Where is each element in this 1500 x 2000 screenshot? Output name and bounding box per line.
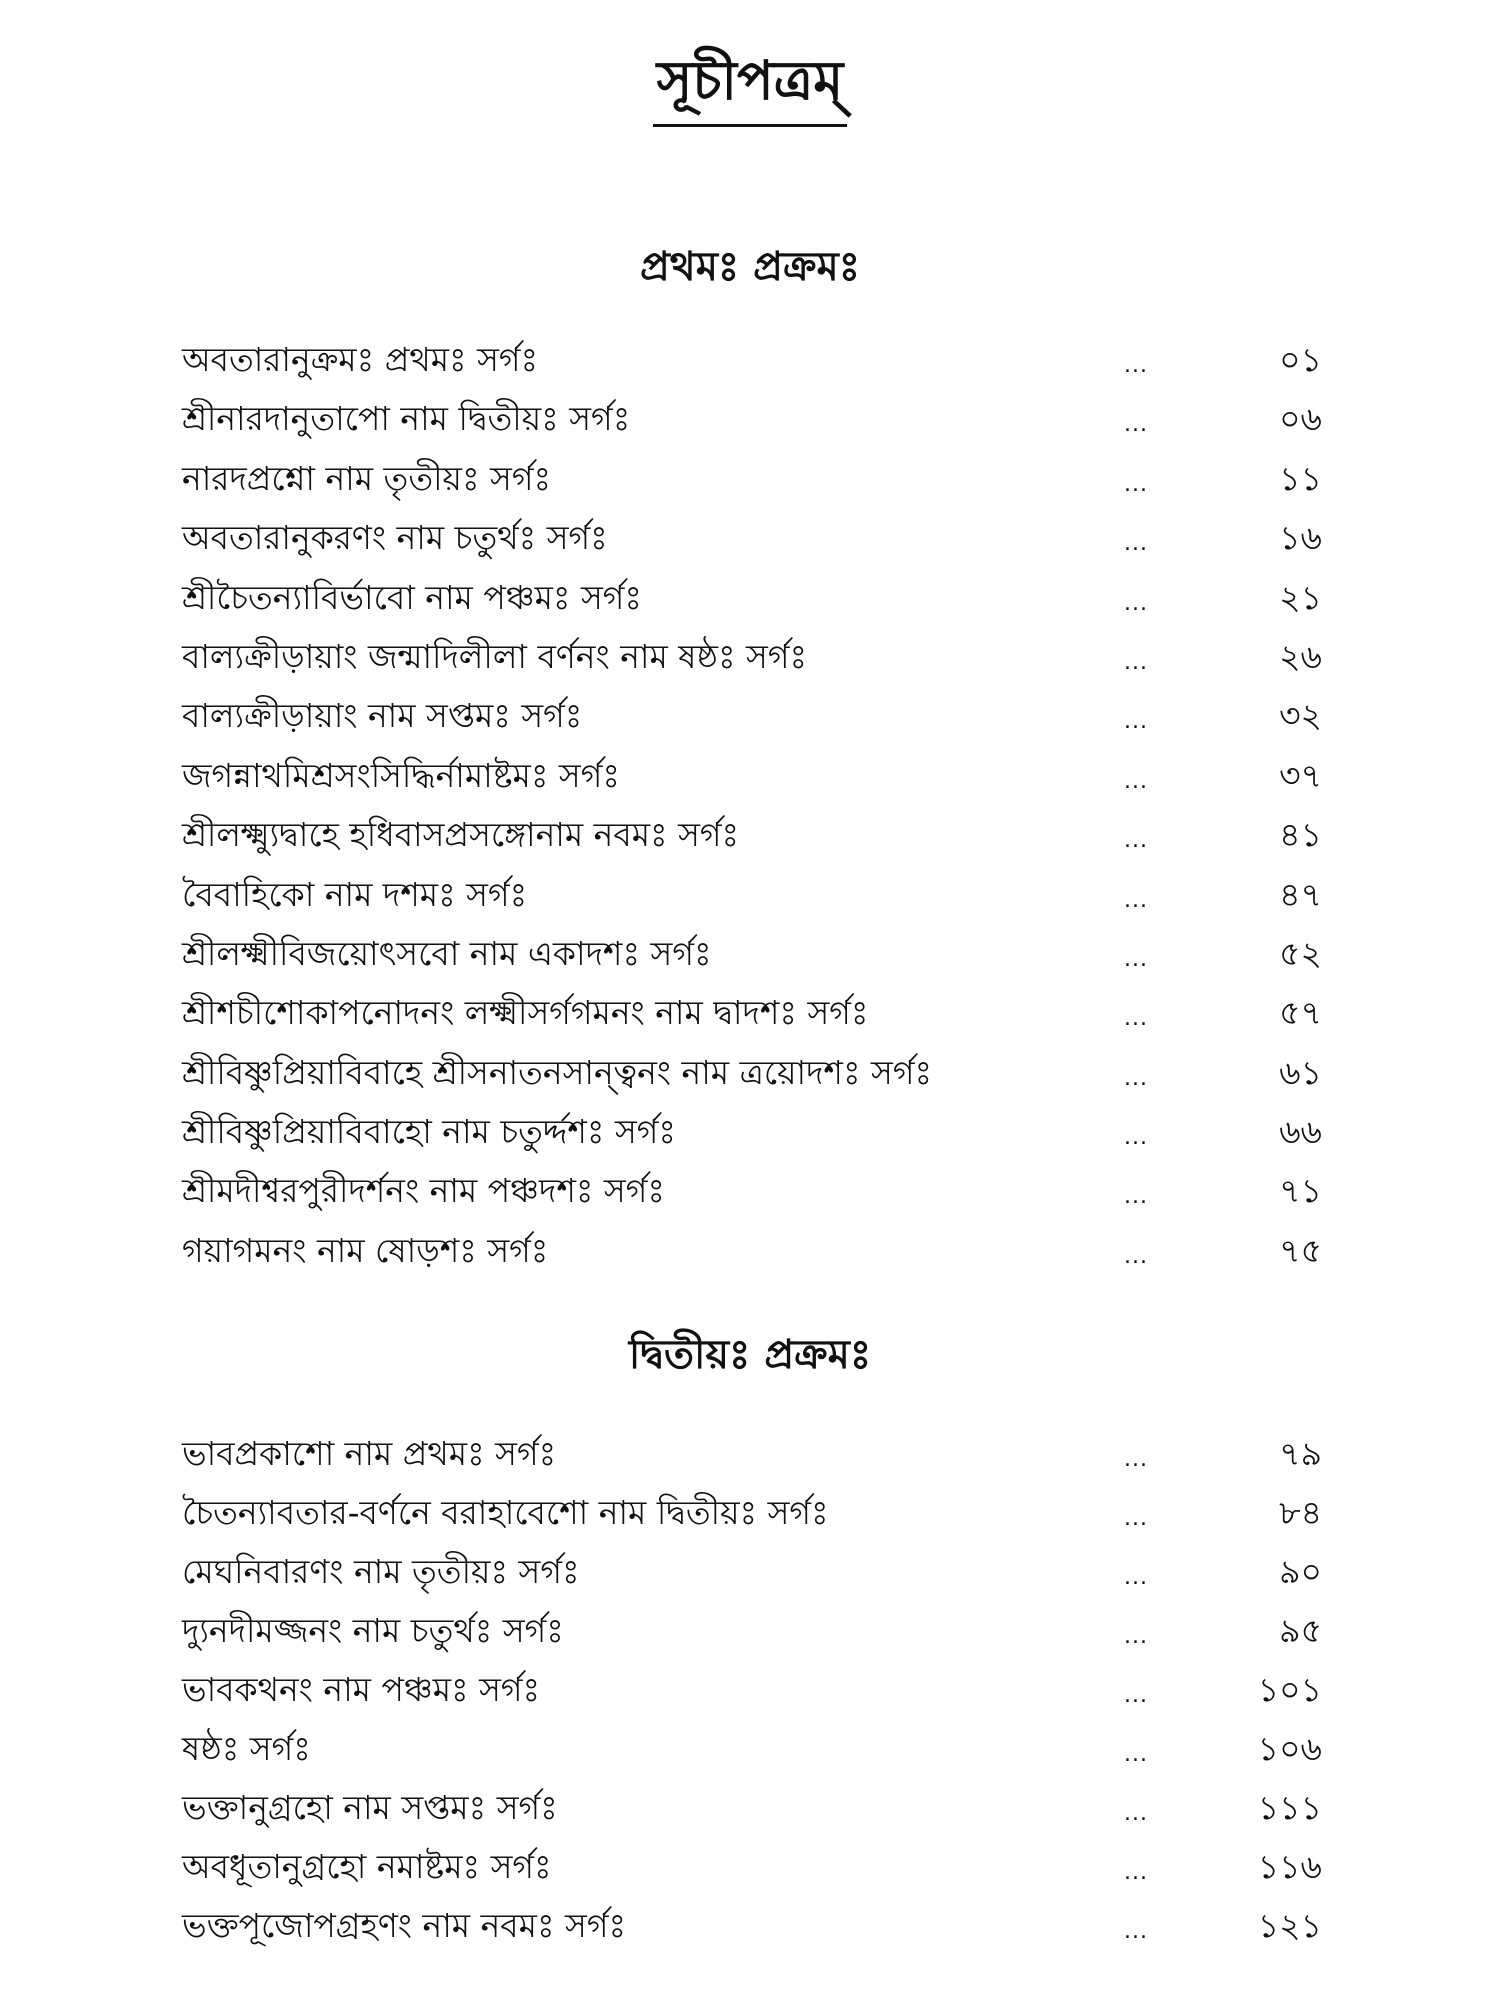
toc-entry	[182, 1542, 1322, 1601]
toc-entry	[182, 389, 1322, 448]
entry-page-number: ৫২	[1279, 933, 1322, 973]
entry-title: অবতারানুক্রমঃ প্রথমঃ সর্গঃ	[182, 340, 539, 379]
toc-entry	[182, 508, 1322, 567]
toc-entry	[182, 1719, 1322, 1778]
toc-entry	[182, 746, 1322, 805]
toc-entry	[182, 865, 1322, 924]
entry-title: অবতারানুকরণং নাম চতুর্থঃ সর্গঃ	[182, 518, 608, 558]
entry-page-number: ৭৯	[1279, 1434, 1322, 1473]
entry-page-number: ৬১	[1279, 1052, 1322, 1092]
dot-leader: ...	[1124, 531, 1148, 557]
dot-leader: ...	[1124, 828, 1148, 854]
dot-leader: ...	[1124, 1742, 1148, 1767]
toc-entry	[182, 568, 1322, 627]
entry-page-number: ১১১	[1257, 1788, 1322, 1827]
dot-leader: ...	[1124, 1565, 1148, 1590]
section-heading-2: দ্বিতীয়ঃ প্রক্রমঃ	[628, 1332, 872, 1378]
dot-leader: ...	[1124, 1065, 1148, 1091]
entry-page-number: ১৬	[1279, 518, 1322, 558]
entry-page-number: ১২১	[1257, 1906, 1322, 1945]
entry-page-number: ২১	[1279, 577, 1322, 617]
dot-leader: ...	[1124, 1006, 1148, 1032]
entry-page-number: ৯০	[1279, 1552, 1322, 1591]
dot-leader: ...	[1124, 1860, 1148, 1885]
entry-title: শ্রীচৈতন্যাবির্ভাবো নাম পঞ্চমঃ সর্গঃ	[182, 577, 642, 617]
entry-title: মেঘনিবারণং নাম তৃতীয়ঃ সর্গঃ	[182, 1552, 580, 1591]
entry-title: ভাবকথনং নাম পঞ্চমঃ সর্গঃ	[182, 1670, 541, 1709]
entry-title: শ্রীশচীশোকাপনোদনং লক্ষ্মীসর্গগমনং নাম দ্বাদশঃ সর্গঃ	[182, 993, 869, 1033]
toc-entry	[182, 449, 1322, 508]
toc-entry	[182, 1424, 1322, 1483]
entry-title: গয়াগমনং নাম ষোড়শঃ সর্গঃ	[182, 1230, 549, 1270]
dot-leader: ...	[1124, 1184, 1148, 1210]
entry-page-number: ৮৪	[1279, 1493, 1322, 1532]
entry-title: শ্রীবিষ্ণুপ্রিয়াবিবাহে শ্রীসনাতনসান্ত্বনং নাম ত্রয়োদশঃ সর্গঃ	[182, 1052, 933, 1092]
toc-entry	[182, 1660, 1322, 1719]
toc-entry	[182, 1102, 1322, 1161]
entry-title: বাল্যক্রীড়ায়াং নাম সপ্তমঃ সর্গঃ	[182, 696, 583, 736]
entry-title: ভাবপ্রকাশো নাম প্রথমঃ সর্গঃ	[182, 1434, 557, 1473]
entry-page-number: ১১৬	[1257, 1847, 1322, 1886]
toc-entry	[182, 627, 1322, 686]
dot-leader: ...	[1124, 887, 1148, 913]
entry-title: বাল্যক্রীড়ায়াং জন্মাদিলীলা বর্ণনং নাম ষষ্ঠঃ সর্গঃ	[182, 636, 808, 676]
entry-title: নারদপ্রশ্নো নাম তৃতীয়ঃ সর্গঃ	[182, 458, 552, 498]
dot-leader: ...	[1124, 1683, 1148, 1708]
dot-leader: ...	[1124, 768, 1148, 794]
toc-entry	[182, 1221, 1322, 1280]
toc-entry	[182, 805, 1322, 864]
entry-title: শ্রীলক্ষ্মীবিজয়োৎসবো নাম একাদশঃ সর্গঃ	[182, 933, 712, 973]
entry-title: ভক্তপূজোপগ্রহণং নাম নবমঃ সর্গঃ	[182, 1906, 627, 1945]
page-title-text: সূচীপত্রম্	[653, 46, 848, 127]
entry-page-number: ৬৬	[1279, 1112, 1322, 1152]
entry-page-number: ৩৭	[1279, 755, 1322, 795]
dot-leader: ...	[1124, 1919, 1148, 1944]
toc-entry	[182, 983, 1322, 1042]
dot-leader: ...	[1124, 649, 1148, 675]
entry-title: শ্রীবিষ্ণুপ্রিয়াবিবাহো নাম চতুর্দ্দশঃ সর্গঃ	[182, 1112, 676, 1152]
toc-entry	[182, 924, 1322, 983]
entry-page-number: ৪১	[1279, 815, 1322, 855]
entry-page-number: ৯৫	[1279, 1611, 1322, 1650]
entry-title: ভক্তানুগ্রহো নাম সপ্তমঃ সর্গঃ	[182, 1788, 558, 1827]
entry-page-number: ১০৬	[1257, 1729, 1322, 1768]
section-heading-1: প্রথমঃ প্রক্রমঃ	[639, 244, 861, 290]
entry-page-number: ৭১	[1279, 1171, 1322, 1211]
entry-title: চৈতন্যাবতার-বর্ণনে বরাহাবেশো নাম দ্বিতীয়ঃ সর্গঃ	[182, 1493, 829, 1532]
entry-page-number: ০১	[1279, 340, 1322, 379]
dot-leader: ...	[1124, 1506, 1148, 1531]
entry-title: শ্রীনারদানুতাপো নাম দ্বিতীয়ঃ সর্গঃ	[182, 399, 631, 439]
entry-title: ষষ্ঠঃ সর্গঃ	[182, 1729, 311, 1768]
dot-leader: ...	[1124, 1447, 1148, 1472]
toc-entry	[182, 1837, 1322, 1896]
dot-leader: ...	[1124, 471, 1148, 497]
entry-page-number: ৩২	[1279, 696, 1322, 736]
dot-leader: ...	[1124, 353, 1148, 378]
dot-leader: ...	[1124, 412, 1148, 438]
page-title	[0, 46, 1500, 127]
dot-leader: ...	[1124, 709, 1148, 735]
entry-page-number: ০৬	[1279, 399, 1322, 439]
dot-leader: ...	[1124, 1125, 1148, 1151]
entry-title: জগন্নাথমিশ্রসংসিদ্ধির্নামাষ্টমঃ সর্গঃ	[182, 755, 620, 795]
dot-leader: ...	[1124, 590, 1148, 616]
toc-entry	[182, 330, 1322, 389]
dot-leader: ...	[1124, 1243, 1148, 1269]
toc-entry	[182, 1483, 1322, 1542]
toc-entry	[182, 1043, 1322, 1102]
toc-list-section-2	[182, 1424, 1322, 1955]
toc-entry	[182, 686, 1322, 745]
entry-page-number: ১১	[1279, 458, 1322, 498]
dot-leader: ...	[1124, 946, 1148, 972]
entry-page-number: ৭৫	[1279, 1230, 1322, 1270]
entry-page-number: ১০১	[1257, 1670, 1322, 1709]
entry-title: বৈবাহিকো নাম দশমঃ সর্গঃ	[182, 874, 528, 914]
toc-entry	[182, 1601, 1322, 1660]
entry-page-number: ৪৭	[1279, 874, 1322, 914]
entry-title: শ্রীমদীশ্বরপুরীদর্শনং নাম পঞ্চদশঃ সর্গঃ	[182, 1171, 665, 1211]
entry-page-number: ২৬	[1279, 636, 1322, 676]
toc-entry	[182, 1161, 1322, 1220]
dot-leader: ...	[1124, 1801, 1148, 1826]
entry-page-number: ৫৭	[1279, 993, 1322, 1033]
entry-title: শ্রীলক্ষ্ম্যুদ্বাহে হধিবাসপ্রসঙ্গোনাম নবমঃ সর্গঃ	[182, 815, 740, 855]
toc-entry	[182, 1778, 1322, 1837]
toc-entry	[182, 1896, 1322, 1955]
toc-list-section-1	[182, 330, 1322, 1280]
entry-title: দ্যুনদীমজ্জনং নাম চতুর্থঃ সর্গঃ	[182, 1611, 564, 1650]
dot-leader: ...	[1124, 1624, 1148, 1649]
entry-title: অবধূতানুগ্রহো নমাষ্টমঃ সর্গঃ	[182, 1847, 552, 1886]
